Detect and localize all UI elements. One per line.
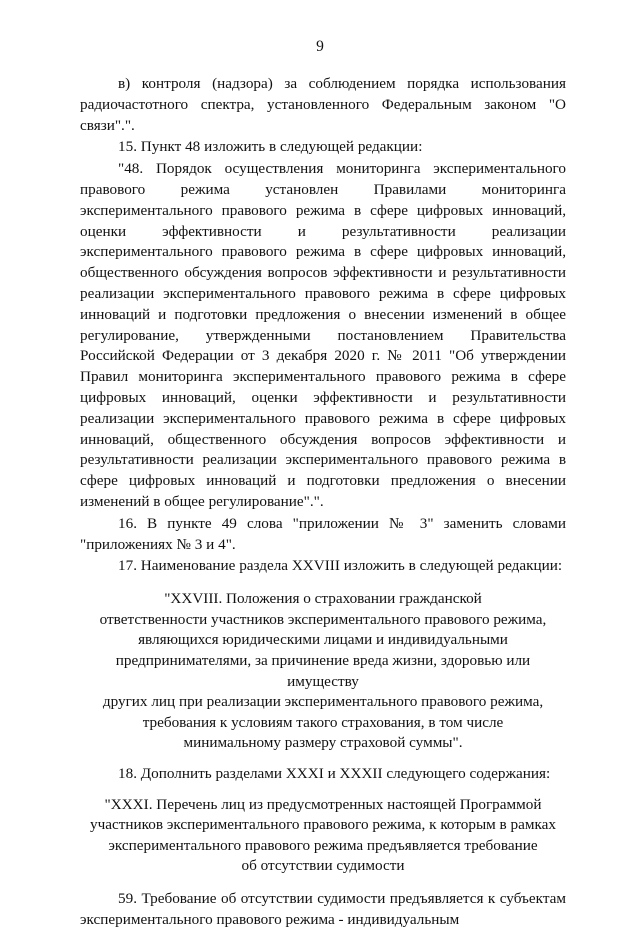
paragraph-item-15: 15. Пункт 48 изложить в следующей редакции: [118, 138, 423, 156]
page-number: 9 [316, 38, 324, 55]
paragraph-item-59: 59. Требование об отсутствии судимости предъявляется к субъектам экспериментального правового режима - индивидуальным [80, 890, 566, 928]
heading-line: "XXVIII. Положения о страховании гражданской [164, 590, 482, 608]
section-heading-xxviii [80, 589, 566, 754]
heading-line: ответственности участников экспериментального правового режима, [99, 610, 547, 628]
heading-line: других лиц при реализации экспериментального правового режима, [102, 693, 544, 711]
heading-line: "XXXI. Перечень лиц из предусмотренных настоящей Программой [104, 795, 542, 813]
section-heading-xxxi [80, 795, 566, 877]
heading-line: требования к условиям такого страхования, в том числе [142, 713, 504, 731]
heading-line: участников экспериментального правового режима, к которым в рамках [90, 816, 556, 834]
paragraph-item-48: "48. Порядок осуществления мониторинга экспериментального правового режима установлен Правилами мониторинга экспериментального правового режима в сфере цифровых инноваций, оценки эффективности и результативности реализации экспериментального правового режима в сфере цифровых инноваций, общественного обсуждения вопросов эффективности и результативности реализации экспериментального правового режима в сфере цифровых инноваций и подготовки предложения о внесении изменений в общее регулирование, утвержденными постановлением Правительства Российской Федерации от 3 декабря 2020 г. № 2011 "Об утверждении Правил мониторинга экспериментального правового режима в сфере цифровых инноваций, оценки эффективности и результативности реализации экспериментального правового режима в сфере цифровых инноваций, общественного обсуждения вопросов эффективности и результативности реализации экспериментального правового режима в сфере цифровых инноваций и подготовки предложения о внесении изменений в общее регулирование".". [80, 160, 566, 510]
paragraph-item-16: 16. В пункте 49 слова "приложении № 3" заменить словами "приложениях № 3 и 4". [80, 514, 566, 553]
paragraph-item-v: в) контроля (надзора) за соблюдением порядка использования радиочастотного спектра, установленного Федеральным законом "О связи".". [80, 75, 566, 134]
heading-line: минимальному размеру страховой суммы". [183, 734, 463, 752]
heading-line: являющихся юридическими лицами и индивидуальными [138, 631, 508, 649]
heading-line: предпринимателями, за причинение вреда жизни, здоровью или имуществу [115, 651, 531, 690]
heading-line: об отсутствии судимости [241, 857, 405, 875]
document-body [80, 74, 566, 931]
paragraph-item-18: 18. Дополнить разделами XXXI и XXXII следующего содержания: [118, 764, 551, 782]
paragraph-item-17: 17. Наименование раздела XXVIII изложить в следующей редакции: [118, 557, 563, 575]
heading-line: экспериментального правового режима предъявляется требование [108, 836, 538, 854]
